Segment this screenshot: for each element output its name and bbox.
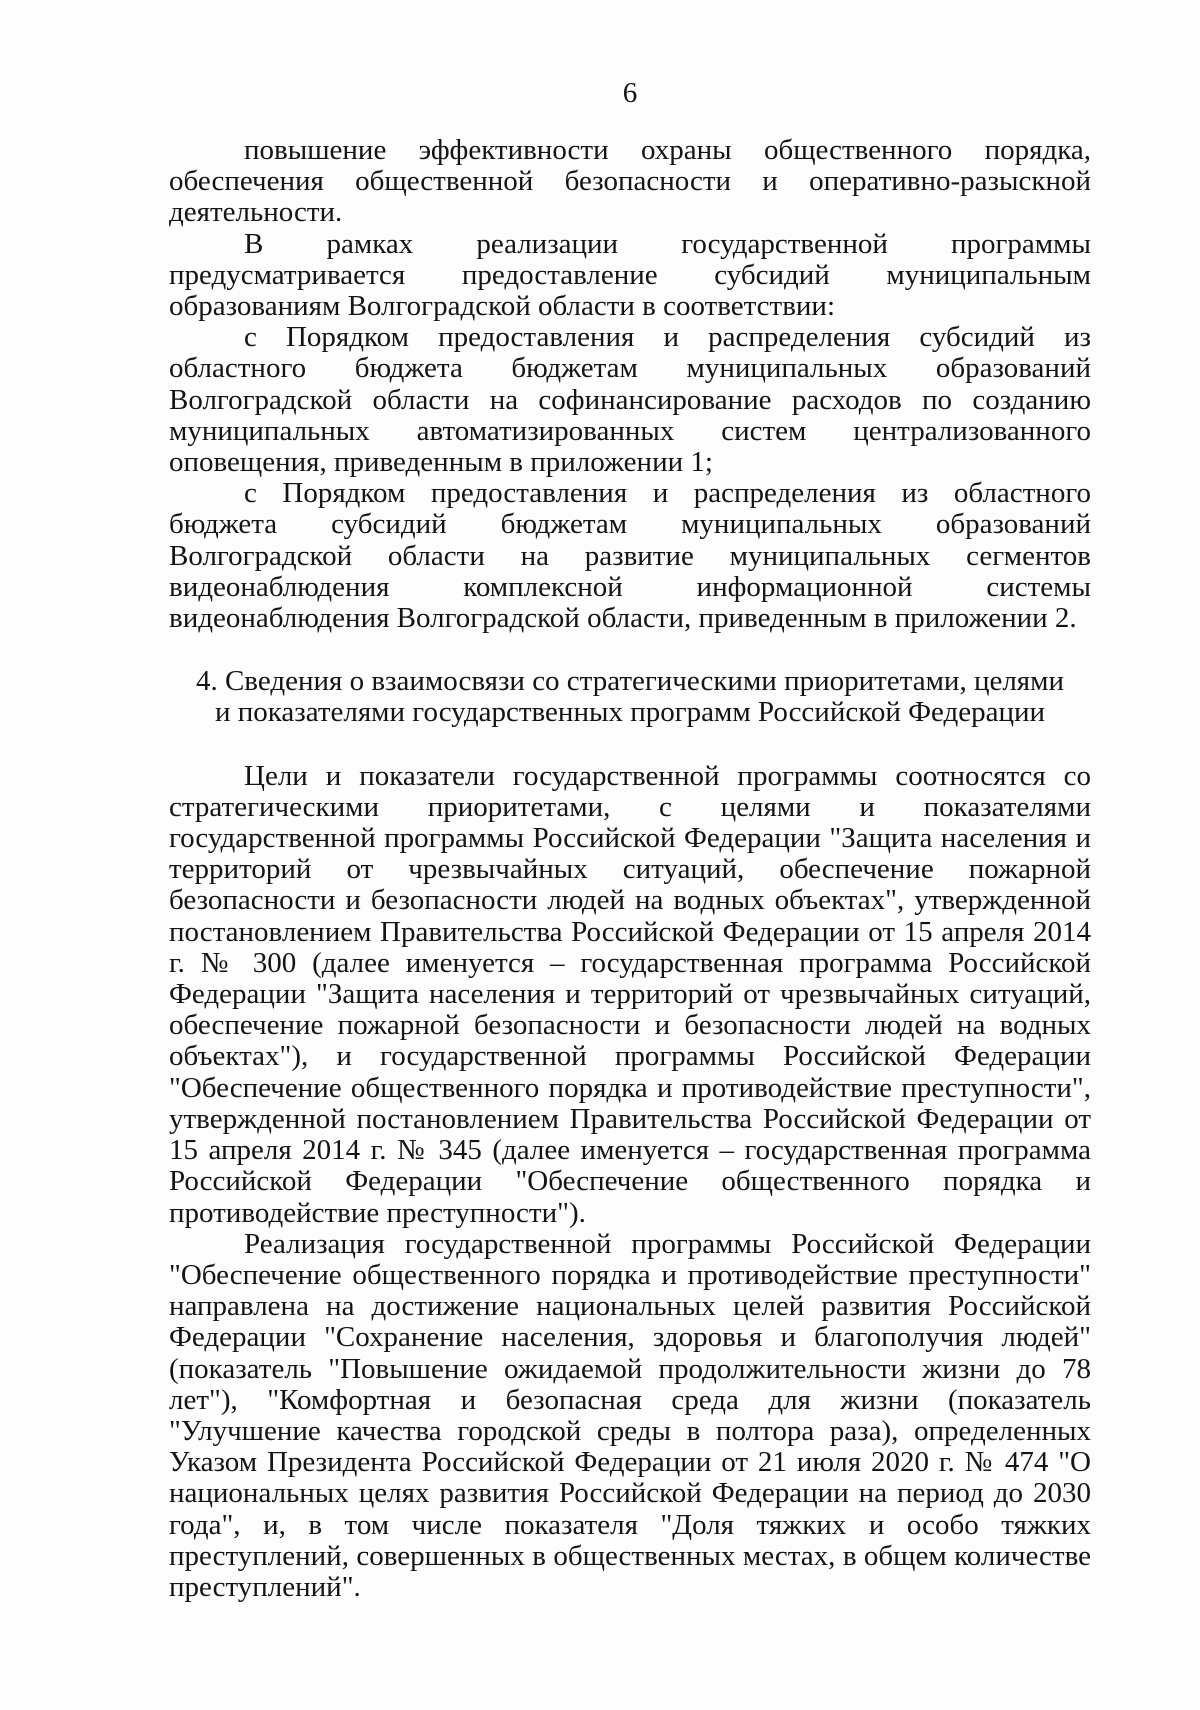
paragraph: Реализация государственной программы Российской Федерации "Обеспечение общественного порядка и противодействие преступности" направлена на достижение национальных целей развития Российской Федерации "Сохранение населения, здоровья и благополучия людей" (показатель "Повышение ожидаемой продолжительности жизни до 78 лет"), "Комфортная и безопасная среда для жизни (показатель "Улучшение качества городской среды в полтора раза), определенных Указом Президента Российской Федерации от 21 июля 2020 г. № 474 "О национальных целях развития Российской Федерации на период до 2030 года", и, в том числе показателя "Доля тяжких и особо тяжких преступлений, совершенных в общественных местах, в общем количестве преступлений". xyxy=(169,1227,1091,1603)
paragraph: В рамках реализации государственной программы предусматривается предоставление субсидий муниципальным образованиям Волгоградской области в соответствии: xyxy=(169,227,1091,323)
document-body xyxy=(169,135,1091,1603)
section-heading-line: и показателями государственных программ Российской Федерации xyxy=(214,696,1046,729)
section-heading xyxy=(169,666,1091,728)
paragraph: повышение эффективности охраны общественного порядка, обеспечения общественной безопасности и оперативно-разыскной деятельности. xyxy=(169,134,1091,229)
paragraph: с Порядком предоставления и распределения из областного бюджета субсидий бюджетам муниципальных образований Волгоградской области на развитие муниципальных сегментов видеонаблюдения комплексной информационной системы видеонаблюдения Волгоградской области, приведенным в приложении 2. xyxy=(169,477,1091,635)
section-heading-line: 4. Сведения о взаимосвязи со стратегическими приоритетами, целями xyxy=(195,665,1065,698)
page-number: 6 xyxy=(622,77,638,109)
paragraph: Цели и показатели государственной программы соотносятся со стратегическими приоритетами, с целями и показателями государственной программы Российской Федерации "Защита населения и территорий от чрезвычайных ситуаций, обеспечение пожарной безопасности и безопасности людей на водных объектах", утвержденной постановлением Правительства Российской Федерации от 15 апреля 2014 г. № 300 (далее именуется – государственная программа Российской Федерации "Защита населения и территорий от чрезвычайных ситуаций, обеспечение пожарной безопасности и безопасности людей на водных объектах"), и государственной программы Российской Федерации "Обеспечение общественного порядка и противодействие преступности", утвержденной постановлением Правительства Российской Федерации от 15 апреля 2014 г. № 345 (далее именуется – государственная программа Российской Федерации "Обеспечение общественного порядка и противодействие преступности"). xyxy=(169,759,1091,1229)
paragraph: с Порядком предоставления и распределения субсидий из областного бюджета бюджетам муниципальных образований Волгоградской области на софинансирование расходов по созданию муниципальных автоматизированных систем централизованного оповещения, приведенным в приложении 1; xyxy=(169,321,1091,479)
